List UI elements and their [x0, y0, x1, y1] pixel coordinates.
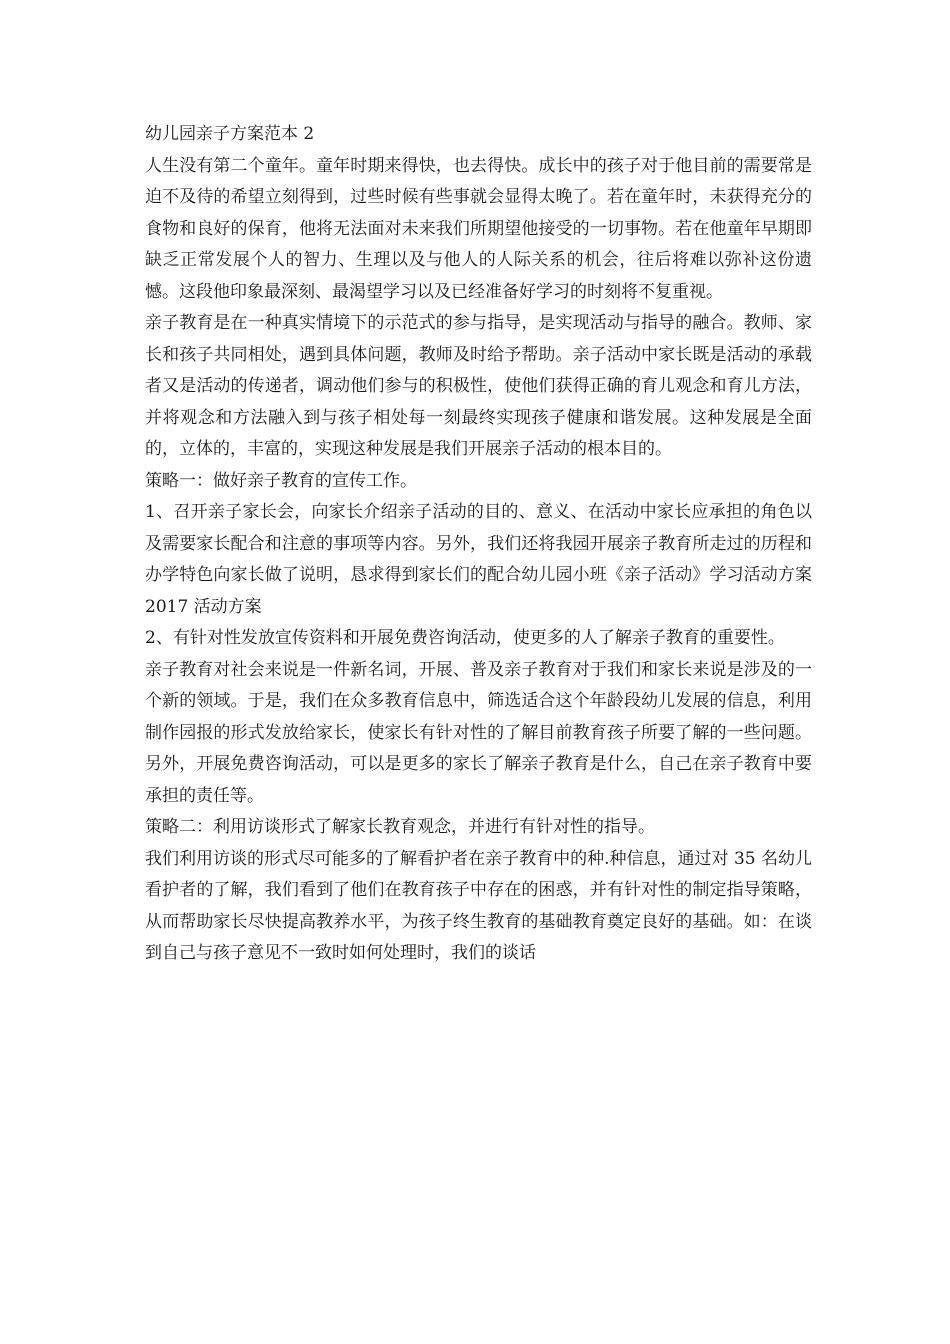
paragraph-parent-child-education: 亲子教育是在一种真实情境下的示范式的参与指导，是实现活动与指导的融合。教师、家长和孩子共同相处，遇到具体问题，教师及时给予帮助。亲子活动中家长既是活动的承载者又是活动的传递者，调动他们参与的积极性，使他们获得正确的育儿观念和育儿方法，并将观念和方法融入到与孩子相处每一刻最终实现孩子健康和谐发展。这种发展是全面的，立体的，丰富的，实现这种发展是我们开展亲子活动的根本目的。: [145, 313, 812, 459]
heading-strategy-one: 策略一：做好亲子教育的宣传工作。: [145, 470, 417, 491]
paragraph-new-field: 亲子教育对社会来说是一件新名词，开展、普及亲子教育对于我们和家长来说是涉及的一个新的领域。于是，我们在众多教育信息中，筛选适合这个年龄段幼儿发展的信息，利用制作园报的形式发放给家长，使家长有针对性的了解目前教育孩子所要了解的一些问题。另外，开展免费咨询活动，可以是更多的家长了解亲子教育是什么，自己在亲子教育中要承担的责任等。: [145, 659, 812, 806]
document-title: 幼儿园亲子方案范本 2: [145, 124, 315, 144]
paragraph-item-1: 1、召开亲子家长会，向家长介绍亲子活动的目的、意义、在活动中家长应承担的角色以及需要家长配合和注意的事项等内容。另外，我们还将我园开展亲子教育所走过的历程和办学特色向家长做了说明，恳求得到家长们的配合幼儿园小班《亲子活动》学习活动方案 2017 活动方案: [145, 502, 812, 617]
document-body: [145, 119, 812, 970]
paragraph-interviews: 我们利用访谈的形式尽可能多的了解看护者在亲子教育中的种.种信息，通过对 35 名幼儿看护者的了解，我们看到了他们在教育孩子中存在的困惑，并有针对性的制定指导策略，从而帮助家长尽快提高教养水平，为孩子终生教育的基础教育奠定良好的基础。如：在谈到自己与孩子意见不一致时如何处理时，我们的谈话: [145, 848, 812, 963]
paragraph-childhood: 人生没有第二个童年。童年时期来得快，也去得快。成长中的孩子对于他目前的需要常是迫不及待的希望立刻得到，过些时候有些事就会显得太晚了。若在童年时，未获得充分的食物和良好的保育，他将无法面对未来我们所期望他接受的一切事物。若在他童年早期即缺乏正常发展个人的智力、生理以及与他人的人际关系的机会，往后将难以弥补这份遗憾。这段他印象最深刻、最渴望学习以及已经准备好学习的时刻将不复重视。: [145, 155, 812, 302]
paragraph-item-2: 2、有针对性发放宣传资料和开展免费咨询活动，使更多的人了解亲子教育的重要性。: [145, 628, 785, 648]
heading-strategy-two: 策略二：利用访谈形式了解家长教育观念，并进行有针对性的指导。: [145, 817, 655, 837]
